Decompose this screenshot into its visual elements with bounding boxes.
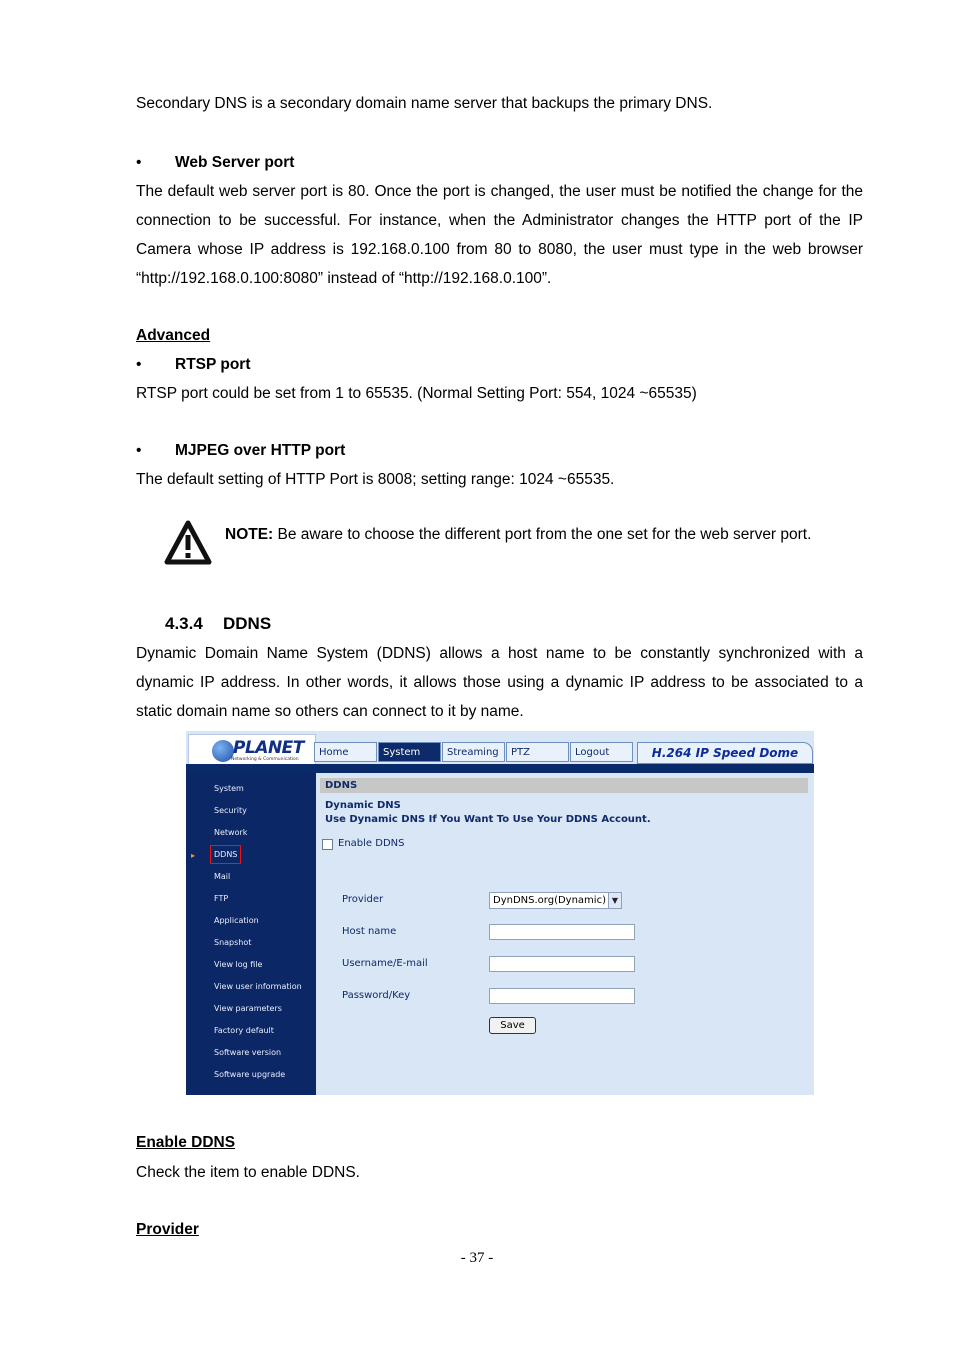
host-name-input[interactable] bbox=[489, 924, 635, 940]
provider-label: Provider bbox=[342, 894, 384, 905]
planet-logo bbox=[188, 734, 316, 768]
sidebar-item-application[interactable]: Application bbox=[214, 916, 259, 925]
provider-select[interactable] bbox=[489, 892, 622, 909]
section-heading bbox=[165, 614, 271, 634]
rtsp-paragraph: RTSP port could be set from 1 to 65535. (Normal Setting Port: 554, 1024 ~65535) bbox=[136, 385, 697, 402]
current-arrow-icon: ▸ bbox=[191, 851, 196, 860]
chevron-down-icon[interactable]: ▼ bbox=[608, 893, 621, 908]
secondary-dns-paragraph: Secondary DNS is a secondary domain name server that backups the primary DNS. bbox=[136, 95, 713, 112]
bullet-label: MJPEG over HTTP port bbox=[175, 442, 346, 459]
save-button[interactable]: Save bbox=[489, 1017, 536, 1034]
logo-text: PLANET bbox=[233, 738, 304, 758]
sidebar-item-view-parameters[interactable]: View parameters bbox=[214, 1004, 282, 1013]
section-title: DDNS bbox=[223, 614, 272, 633]
sidebar-item-ftp[interactable]: FTP bbox=[214, 894, 229, 903]
logo-tagline: Networking & Communication bbox=[231, 757, 299, 762]
nav-strip bbox=[186, 764, 814, 773]
bullet-mjpeg-port: • MJPEG over HTTP port bbox=[136, 442, 346, 459]
note-label: NOTE: bbox=[225, 526, 274, 543]
tab-ptz[interactable]: PTZ bbox=[506, 742, 569, 762]
top-bar bbox=[186, 731, 814, 773]
bullet-rtsp-port: • RTSP port bbox=[136, 356, 251, 373]
warning-icon bbox=[164, 520, 212, 566]
host-name-label: Host name bbox=[342, 926, 397, 937]
sidebar-item-security[interactable]: Security bbox=[214, 806, 247, 815]
enable-ddns-heading: Enable DDNS bbox=[136, 1134, 236, 1151]
note-body: Be aware to choose the different port from the one set for the web server port. bbox=[273, 526, 812, 543]
sidebar-item-ddns[interactable]: DDNS bbox=[210, 845, 241, 864]
sidebar-item-network[interactable]: Network bbox=[214, 828, 248, 837]
section-number: 4.3.4 bbox=[165, 614, 203, 633]
ddns-panel bbox=[316, 773, 814, 1095]
password-label: Password/Key bbox=[342, 990, 411, 1001]
tab-streaming[interactable]: Streaming bbox=[442, 742, 505, 762]
tab-system[interactable]: System bbox=[378, 742, 441, 762]
tab-logout[interactable]: Logout bbox=[570, 742, 633, 762]
enable-ddns-paragraph: Check the item to enable DDNS. bbox=[136, 1164, 360, 1181]
advanced-heading: Advanced bbox=[136, 327, 211, 344]
sidebar-item-system[interactable]: System bbox=[214, 784, 244, 793]
product-brand: H.264 IP Speed Dome bbox=[637, 742, 813, 764]
password-input[interactable] bbox=[489, 988, 635, 1004]
sidebar-item-mail[interactable]: Mail bbox=[214, 872, 231, 881]
mjpeg-paragraph: The default setting of HTTP Port is 8008; setting range: 1024 ~65535. bbox=[136, 471, 615, 488]
dynamic-dns-heading: Dynamic DNS bbox=[325, 800, 401, 811]
bullet-label: RTSP port bbox=[175, 356, 251, 373]
sidebar-item-factory-default[interactable]: Factory default bbox=[214, 1026, 274, 1035]
provider-heading: Provider bbox=[136, 1221, 199, 1238]
enable-ddns-label: Enable DDNS bbox=[338, 838, 405, 849]
username-label: Username/E-mail bbox=[342, 958, 428, 969]
bullet-web-server-port: • Web Server port bbox=[136, 154, 295, 171]
panel-title: DDNS bbox=[320, 778, 808, 793]
dynamic-dns-subheading: Use Dynamic DNS If You Want To Use Your DDNS Account. bbox=[325, 814, 651, 825]
sidebar-item-view-user-info[interactable]: View user information bbox=[214, 982, 302, 991]
bullet-label: Web Server port bbox=[175, 154, 295, 171]
ddns-paragraph: Dynamic Domain Name System (DDNS) allows a host name to be constantly synchronized with a dynamic IP address. In other words, it allows those using a dynamic IP address to be associated to a static domain name so others can connect to it by name. bbox=[136, 645, 863, 720]
sidebar-item-software-version[interactable]: Software version bbox=[214, 1048, 282, 1057]
page-number: - 37 - bbox=[460, 1250, 494, 1266]
username-input[interactable] bbox=[489, 956, 635, 972]
tab-home[interactable]: Home bbox=[314, 742, 377, 762]
sidebar-item-view-log[interactable]: View log file bbox=[214, 960, 263, 969]
sidebar-item-software-upgrade[interactable]: Software upgrade bbox=[214, 1070, 286, 1079]
sidebar bbox=[186, 773, 316, 1095]
provider-value: DynDNS.org(Dynamic) bbox=[493, 895, 606, 906]
ddns-screenshot bbox=[186, 731, 814, 1095]
sidebar-item-snapshot[interactable]: Snapshot bbox=[214, 938, 252, 947]
web-server-paragraph: The default web server port is 80. Once the port is changed, the user must be notified the change for the connection to be successful. For instance, when the Administrator changes the HTTP port of the IP Camera whose IP address is 192.168.0.100 from 80 to 8080, the user must type in the web browser “http://192.168.0.100:8080” instead of “http://192.168.0.100”. bbox=[136, 183, 863, 287]
note-text bbox=[225, 526, 811, 544]
nav-tabs bbox=[314, 742, 634, 764]
enable-ddns-checkbox[interactable] bbox=[322, 839, 333, 850]
